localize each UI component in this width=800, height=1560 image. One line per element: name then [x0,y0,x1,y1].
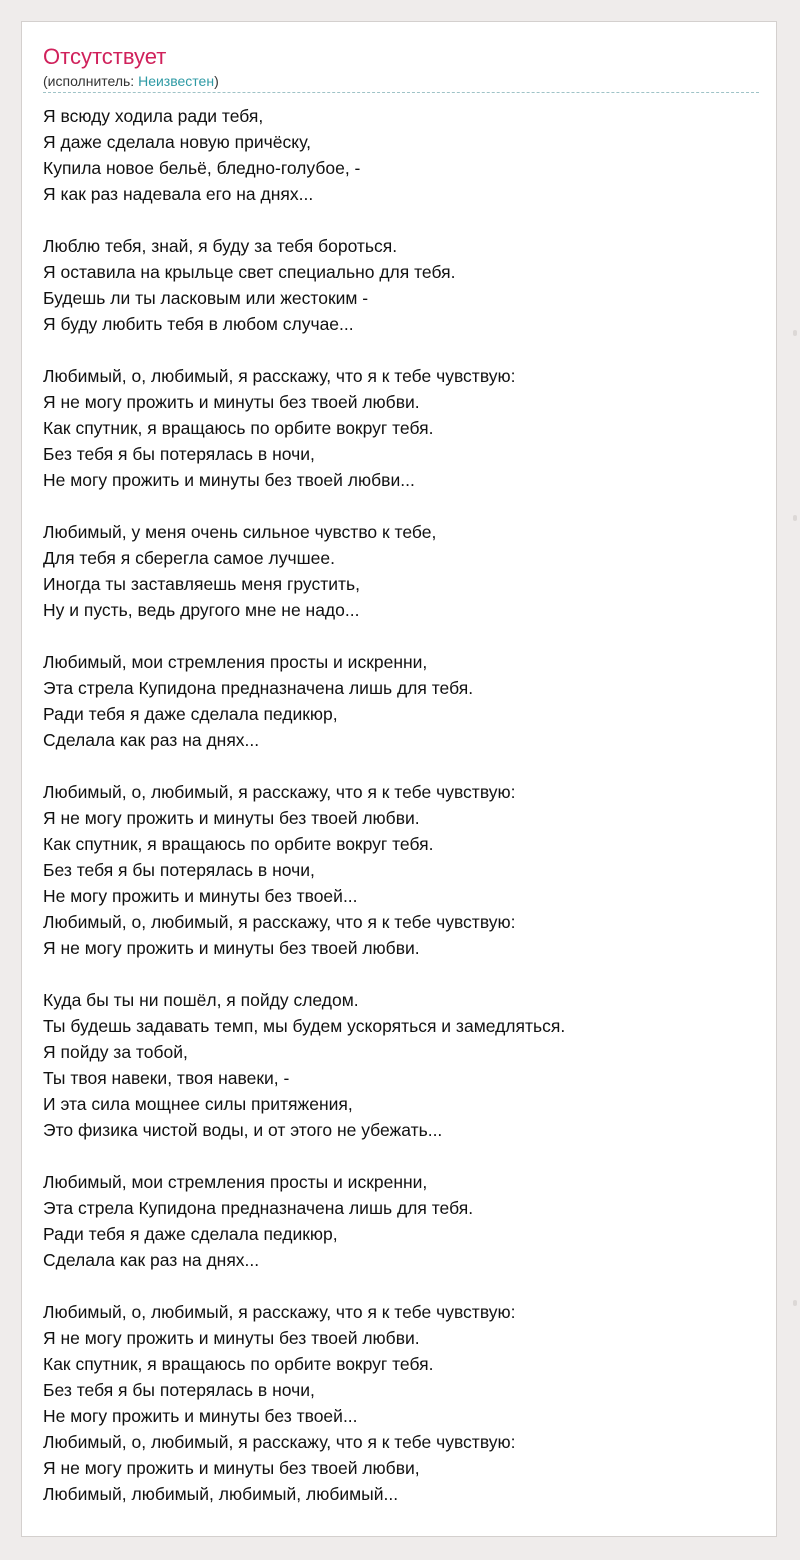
edge-decoration [793,330,797,336]
lyric-line: Я как раз надевала его на днях... [43,184,314,204]
lyric-line: Будешь ли ты ласковым или жестоким - [43,288,369,308]
lyric-line: Я не могу прожить и минуты без твоей любви. [43,808,420,828]
lyric-line: Я не могу прожить и минуты без твоей любви. [43,938,420,958]
lyric-line: Я пойду за тобой, [43,1042,188,1062]
lyrics-stanza [43,519,759,623]
lyrics-card [21,21,777,1537]
lyric-line: Это физика чистой воды, и от этого не убежать... [43,1120,443,1140]
artist-link[interactable]: Неизвестен [138,73,215,89]
lyric-line: Как спутник, я вращаюсь по орбите вокруг тебя. [43,418,434,438]
lyric-line: Я буду любить тебя в любом случае... [43,314,354,334]
lyric-line: Эта стрела Купидона предназначена лишь для тебя. [43,678,474,698]
lyric-line: Ты будешь задавать темп, мы будем ускоряться и замедляться. [43,1016,566,1036]
lyric-line: Любимый, о, любимый, я расскажу, что я к тебе чувствую: [43,912,516,932]
lyric-line: Не могу прожить и минуты без твоей... [43,886,358,906]
lyrics-stanza [43,649,759,753]
artist-line [43,72,759,90]
lyric-line: Любимый, мои стремления просты и искренни, [43,652,428,672]
lyrics-stanza [43,1169,759,1273]
lyric-line: Не могу прожить и минуты без твоей... [43,1406,358,1426]
song-title: Отсутствует [43,44,167,69]
lyric-line: Любимый, о, любимый, я расскажу, что я к тебе чувствую: [43,782,516,802]
artist-suffix: ) [214,73,219,89]
lyric-line: Иногда ты заставляешь меня грустить, [43,574,360,594]
lyrics-stanza [43,363,759,493]
lyrics-stanza [43,233,759,337]
edge-decoration [793,515,797,521]
lyric-line: Не могу прожить и минуты без твоей любви... [43,470,415,490]
lyric-line: Я всюду ходила ради тебя, [43,106,264,126]
lyrics-stanza [43,779,759,961]
lyric-line: Без тебя я бы потерялась в ночи, [43,444,315,464]
lyrics-stanza [43,1299,759,1507]
lyric-line: Любимый, о, любимый, я расскажу, что я к тебе чувствую: [43,366,516,386]
lyric-line: Ты твоя навеки, твоя навеки, - [43,1068,290,1088]
lyric-line: Эта стрела Купидона предназначена лишь для тебя. [43,1198,474,1218]
lyric-line: Как спутник, я вращаюсь по орбите вокруг тебя. [43,834,434,854]
lyric-line: Для тебя я сберегла самое лучшее. [43,548,335,568]
lyric-line: Любимый, о, любимый, я расскажу, что я к тебе чувствую: [43,1432,516,1452]
lyric-line: Любимый, у меня очень сильное чувство к тебе, [43,522,437,542]
lyrics-body [43,103,759,1533]
lyric-line: Я даже сделала новую причёску, [43,132,311,152]
lyric-line: Люблю тебя, знай, я буду за тебя бороться. [43,236,398,256]
lyrics-stanza [43,987,759,1143]
lyric-line: Я не могу прожить и минуты без твоей любви, [43,1458,420,1478]
lyric-line: Ради тебя я даже сделала педикюр, [43,704,338,724]
lyric-line: Я не могу прожить и минуты без твоей любви. [43,392,420,412]
lyric-line: Я оставила на крыльце свет специально для тебя. [43,262,456,282]
lyric-line: Купила новое бельё, бледно-голубое, - [43,158,361,178]
lyric-line: Сделала как раз на днях... [43,730,260,750]
lyrics-stanza [43,103,759,207]
edge-decoration [793,1300,797,1306]
lyric-line: Ну и пусть, ведь другого мне не надо... [43,600,360,620]
lyric-line: Сделала как раз на днях... [43,1250,260,1270]
lyric-line: Любимый, мои стремления просты и искренни, [43,1172,428,1192]
lyric-line: Без тебя я бы потерялась в ночи, [43,860,315,880]
lyric-line: Любимый, о, любимый, я расскажу, что я к тебе чувствую: [43,1302,516,1322]
song-header [43,44,759,93]
lyric-line: И эта сила мощнее силы притяжения, [43,1094,353,1114]
lyric-line: Как спутник, я вращаюсь по орбите вокруг тебя. [43,1354,434,1374]
lyric-line: Любимый, любимый, любимый, любимый... [43,1484,399,1504]
lyric-line: Я не могу прожить и минуты без твоей любви. [43,1328,420,1348]
lyric-line: Ради тебя я даже сделала педикюр, [43,1224,338,1244]
artist-prefix: (исполнитель: [43,73,139,89]
lyric-line: Куда бы ты ни пошёл, я пойду следом. [43,990,359,1010]
lyric-line: Без тебя я бы потерялась в ночи, [43,1380,315,1400]
